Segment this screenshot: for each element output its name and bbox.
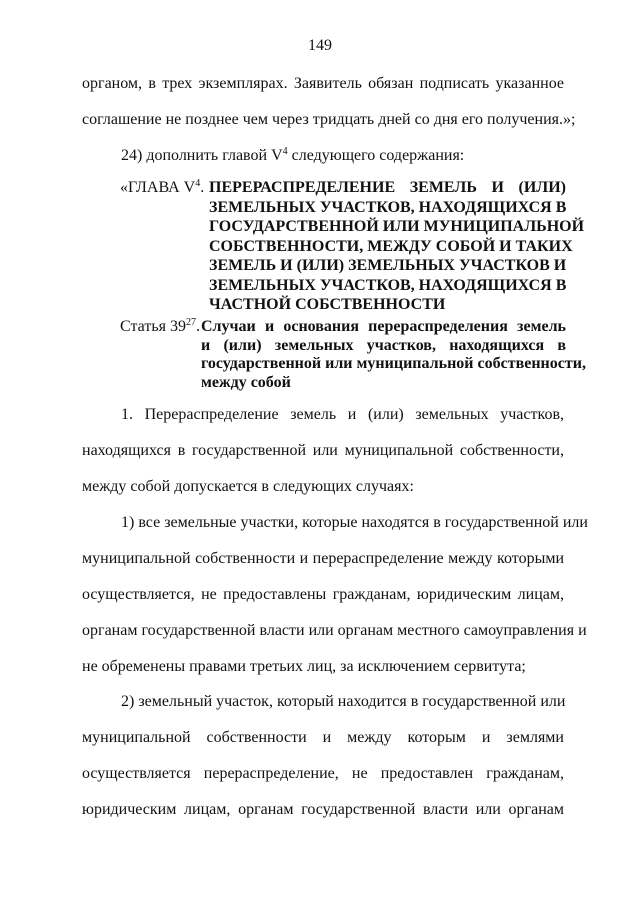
superscript: 27 <box>185 317 196 328</box>
text-line: соглашение не позднее чем через тридцать дней со дня его получения.»; <box>82 111 576 128</box>
chapter-label-text: «ГЛАВА V <box>120 179 196 196</box>
text-line: осуществляется, не предоставлены гражданам, юридическим лицам, <box>82 586 564 603</box>
chapter-title <box>209 178 585 315</box>
article-title-line: и (или) земельных участков, находящихся в <box>201 336 566 354</box>
text-line: 1. Перераспределение земель и (или) земельных участков, <box>121 406 564 423</box>
page-number: 149 <box>308 37 332 54</box>
text-line: 2) земельный участок, который находится в государственной или <box>121 693 566 710</box>
chapter-title-line: ГОСУДАРСТВЕННОЙ ИЛИ МУНИЦИПАЛЬНОЙ <box>209 218 585 235</box>
chapter-title-line: СОБСТВЕННОСТИ, МЕЖДУ СОБОЙ И ТАКИХ <box>209 237 573 255</box>
article-label <box>120 318 200 337</box>
chapter-title-line: ЗЕМЕЛЬ И (ИЛИ) ЗЕМЕЛЬНЫХ УЧАСТКОВ И <box>209 257 567 274</box>
chapter-label-suffix: . <box>200 179 205 196</box>
amendment-suffix: следующего содержания: <box>287 147 465 164</box>
text-line: муниципальной собственности и между которым и землями <box>82 729 564 746</box>
text-line: не обременены правами третьих лиц, за исключением сервитута; <box>82 658 526 675</box>
article-label-text: Статья 39 <box>120 318 186 335</box>
chapter-title-line: ЗЕМЕЛЬНЫХ УЧАСТКОВ, НАХОДЯЩИХСЯ В <box>209 276 567 294</box>
chapter-title-line: ПЕРЕРАСПРЕДЕЛЕНИЕ ЗЕМЕЛЬ И (ИЛИ) <box>209 179 566 196</box>
article-title-line: между собой <box>201 373 291 391</box>
chapter-label <box>120 178 204 198</box>
superscript: 4 <box>195 178 201 189</box>
chapter-title-line: ЗЕМЕЛЬНЫХ УЧАСТКОВ, НАХОДЯЩИХСЯ В <box>209 198 567 216</box>
text-line: юридическим лицам, органам государственной власти или органам <box>82 801 564 818</box>
text-line: муниципальной собственности и перераспределение между которыми <box>82 550 564 567</box>
article-label-suffix: . <box>195 318 200 335</box>
amendment-item-24 <box>121 138 564 174</box>
text-line: между собой допускается в следующих случаях: <box>82 478 414 495</box>
text-line: осуществляется перераспределение, не предоставлен гражданам, <box>82 765 564 782</box>
text-line: органам государственной власти или органам местного самоуправления и <box>82 622 587 639</box>
amendment-text: 24) дополнить главой V <box>121 147 283 164</box>
text-line: органом, в трех экземплярах. Заявитель обязан подписать указанное <box>82 75 564 92</box>
article-title-line: Случаи и основания перераспределения земель <box>201 318 566 335</box>
text-line: 1) все земельные участки, которые находятся в государственной или <box>121 514 588 531</box>
superscript: 4 <box>282 146 288 157</box>
chapter-title-line: ЧАСТНОЙ СОБСТВЕННОСТИ <box>209 296 446 313</box>
text-line: находящихся в государственной или муниципальной собственности, <box>82 442 564 459</box>
article-title <box>201 318 586 392</box>
article-title-line: государственной или муниципальной собственности, <box>201 355 586 372</box>
